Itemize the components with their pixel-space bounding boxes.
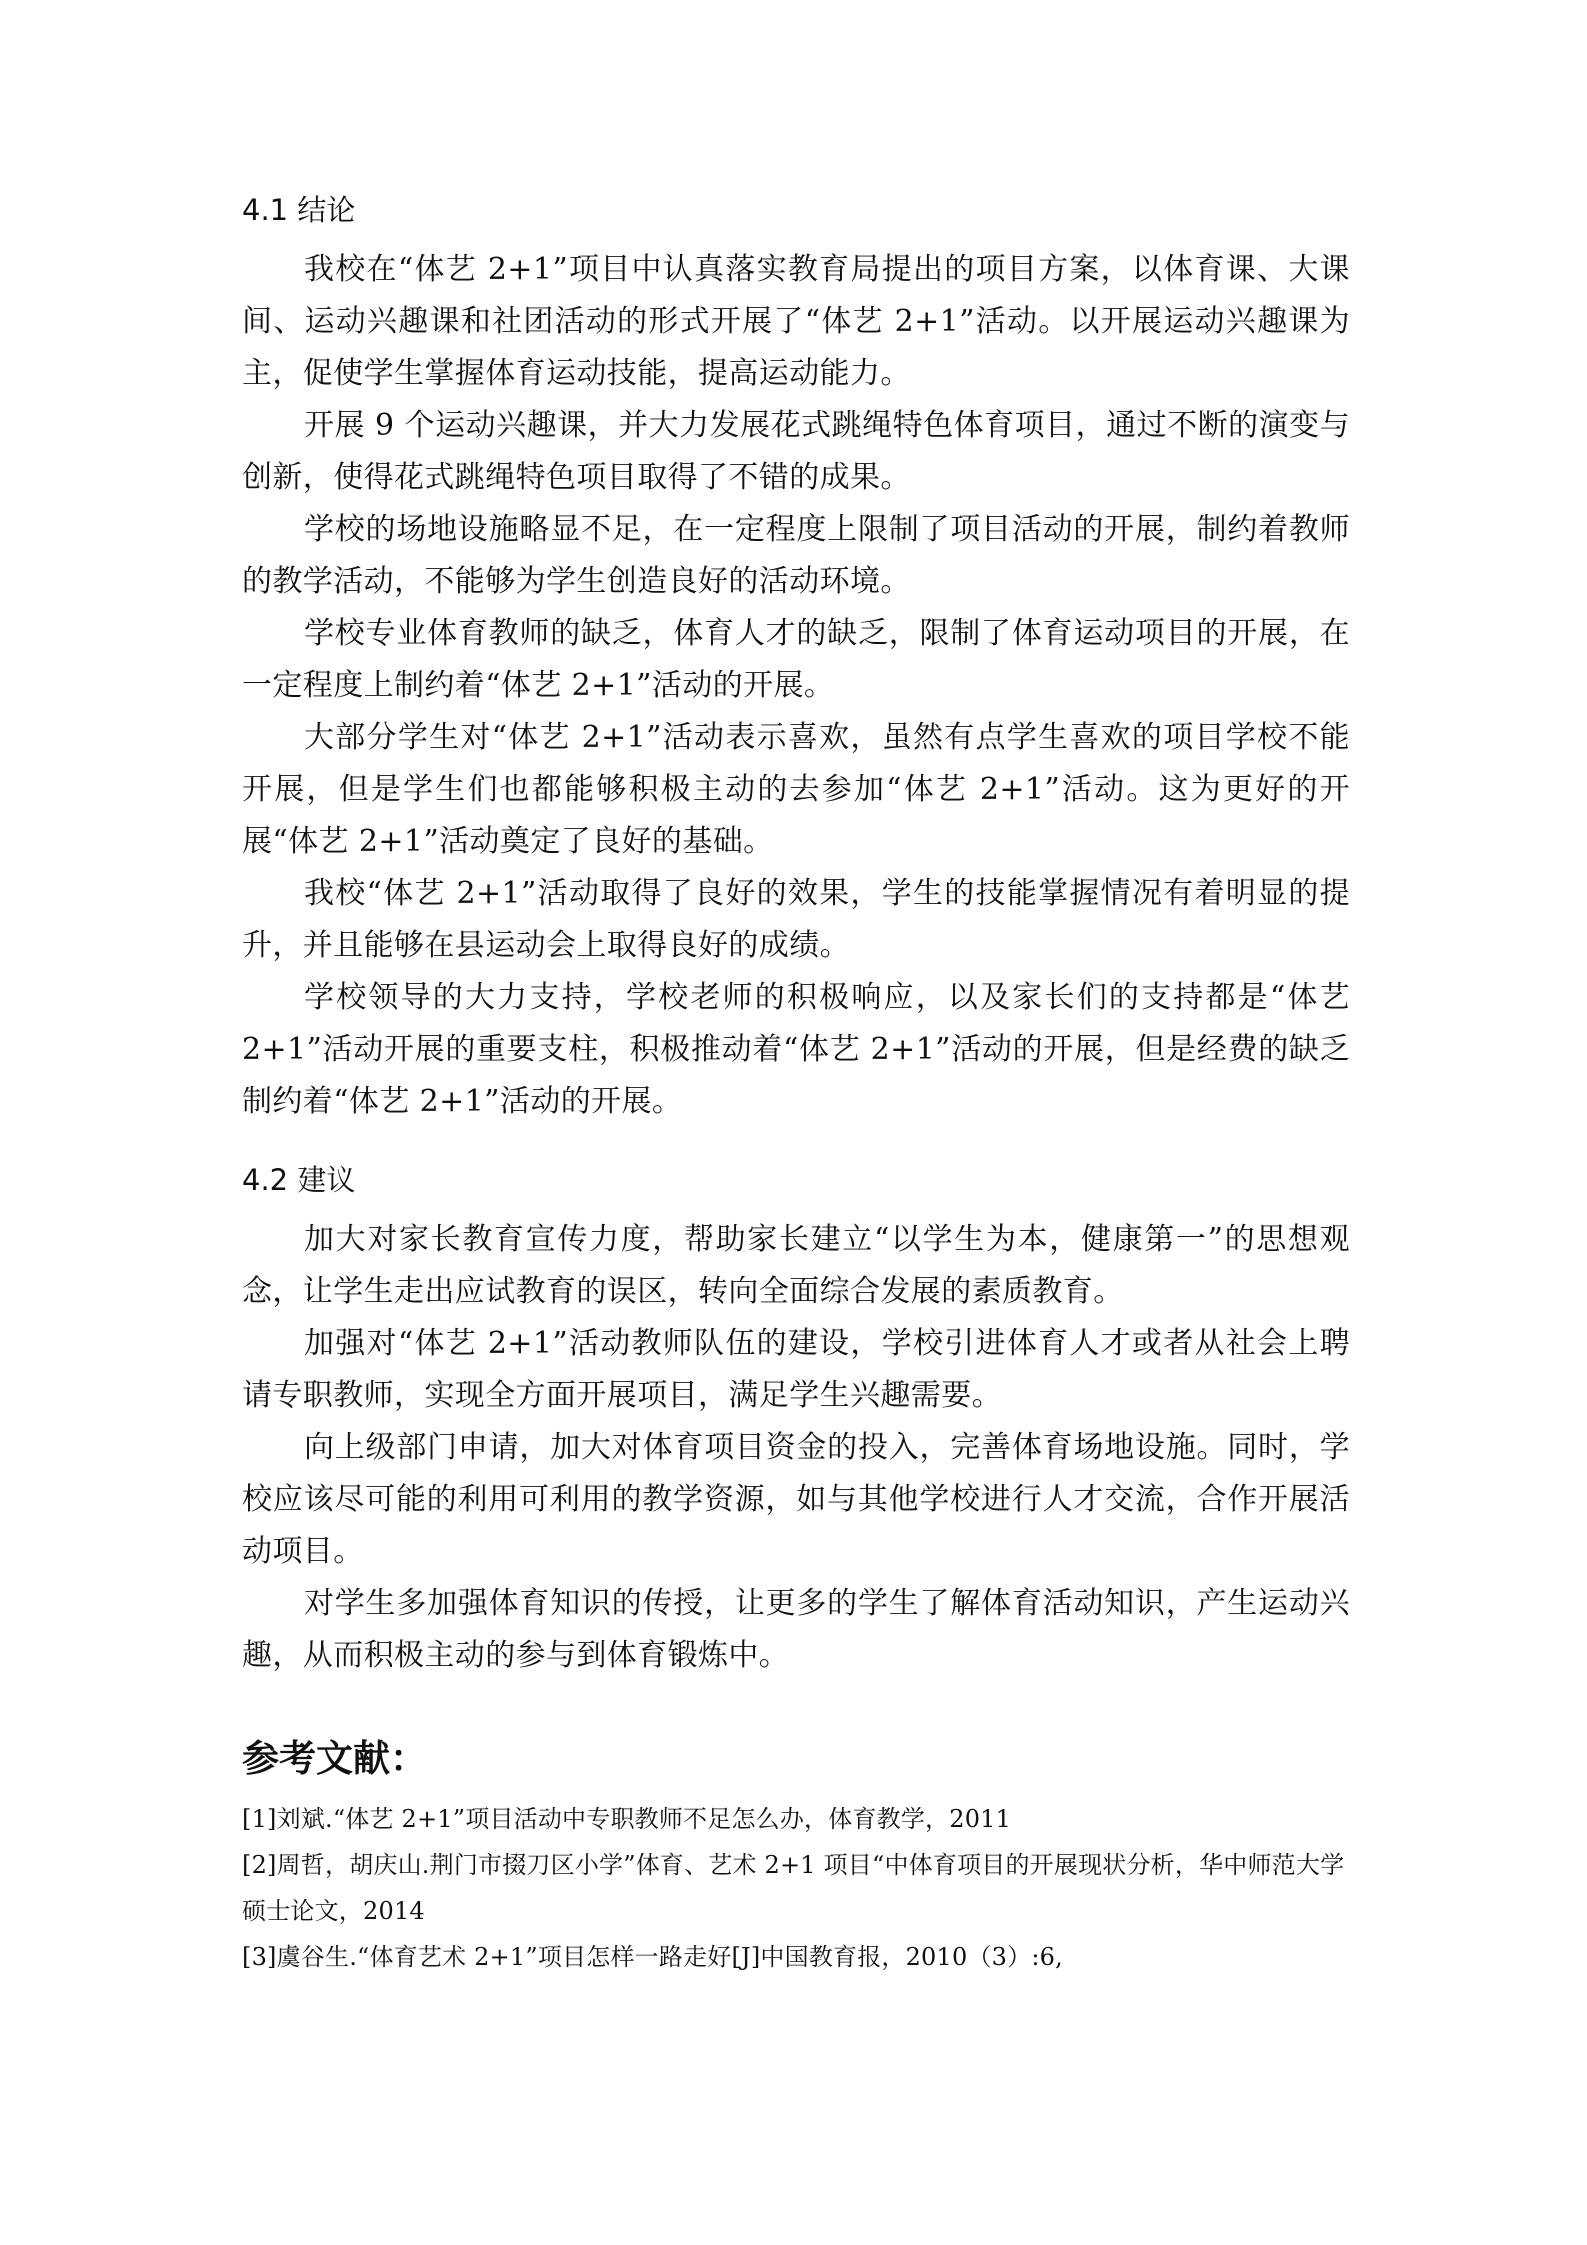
- paragraph: 我校在“体艺 2+1”项目中认真落实教育局提出的项目方案，以体育课、大课间、运动兴趣课和社团活动的形式开展了“体艺 2+1”活动。以开展运动兴趣课为主，促使学生掌握体育运动技能，提高运动能力。: [242, 252, 1350, 391]
- reference-item: [3]虞谷生.“体育艺术 2+1”项目怎样一路走好[J]中国教育报，2010（3）:6,: [242, 1943, 1063, 1971]
- references-title: 参考文献：: [242, 1737, 427, 1780]
- section-suggestions-title: 4.2 建议: [242, 1163, 356, 1197]
- paragraph: 向上级部门申请，加大对体育项目资金的投入，完善体育场地设施。同时，学校应该尽可能的利用可利用的教学资源，如与其他学校进行人才交流，合作开展活动项目。: [242, 1430, 1350, 1569]
- reference-item: [1]刘斌.“体艺 2+1”项目活动中专职教师不足怎么办，体育教学，2011: [242, 1805, 1012, 1833]
- paragraph: 对学生多加强体育知识的传授，让更多的学生了解体育活动知识，产生运动兴趣，从而积极主动的参与到体育锻炼中。: [242, 1586, 1350, 1673]
- page-content: [242, 190, 1350, 1980]
- paragraph: 加强对“体艺 2+1”活动教师队伍的建设，学校引进体育人才或者从社会上聘请专职教师，实现全方面开展项目，满足学生兴趣需要。: [242, 1326, 1350, 1413]
- paragraph: 学校的场地设施略显不足，在一定程度上限制了项目活动的开展，制约着教师的教学活动，不能够为学生创造良好的活动环境。: [242, 512, 1350, 599]
- paragraph: 加大对家长教育宣传力度，帮助家长建立“以学生为本，健康第一”的思想观念，让学生走出应试教育的误区，转向全面综合发展的素质教育。: [242, 1222, 1350, 1309]
- paragraph: 开展 9 个运动兴趣课，并大力发展花式跳绳特色体育项目，通过不断的演变与创新，使得花式跳绳特色项目取得了不错的成果。: [242, 408, 1350, 495]
- section-conclusion-title: 4.1 结论: [242, 193, 356, 227]
- paragraph: 我校“体艺 2+1”活动取得了良好的效果，学生的技能掌握情况有着明显的提升，并且能够在县运动会上取得良好的成绩。: [242, 876, 1350, 963]
- paragraph: 学校专业体育教师的缺乏，体育人才的缺乏，限制了体育运动项目的开展，在一定程度上制约着“体艺 2+1”活动的开展。: [242, 616, 1350, 703]
- reference-item: [2]周哲，胡庆山.荆门市掇刀区小学”体育、艺术 2+1 项目“中体育项目的开展现状分析，华中师范大学硕士论文，2014: [242, 1851, 1345, 1925]
- paragraph: 大部分学生对“体艺 2+1”活动表示喜欢，虽然有点学生喜欢的项目学校不能开展，但是学生们也都能够积极主动的去参加“体艺 2+1”活动。这为更好的开展“体艺 2+1”活动奠定了良好的基础。: [242, 720, 1350, 859]
- paragraph: 学校领导的大力支持，学校老师的积极响应，以及家长们的支持都是“体艺 2+1”活动开展的重要支柱，积极推动着“体艺 2+1”活动的开展，但是经费的缺乏制约着“体艺 2+1”活动的开展。: [242, 980, 1350, 1119]
